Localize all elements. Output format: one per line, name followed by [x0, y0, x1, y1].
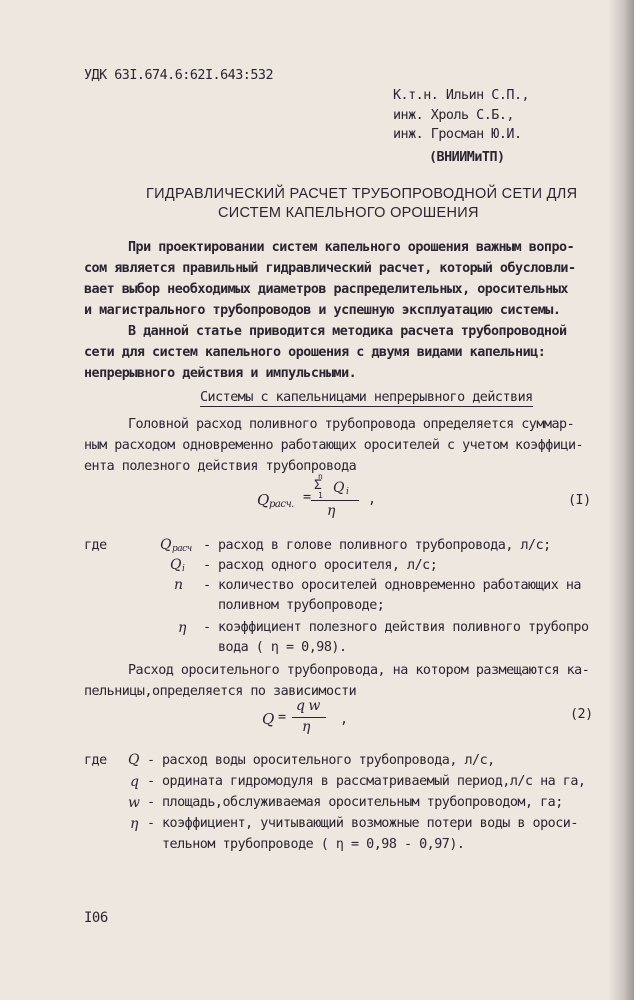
intro-line: В данной статье приводится методика расчета трубопроводной: [128, 324, 567, 339]
formula1-num: Q: [333, 480, 344, 496]
where1-dash: -: [203, 538, 211, 553]
where1-symbol: Q: [170, 557, 181, 573]
where2-text: расход воды оросительного трубопровода, л/с,: [162, 753, 495, 768]
where1-dash: -: [203, 620, 211, 635]
page-number: I06: [84, 910, 108, 926]
intro-line: вает выбор необходимых диаметров распределительных, оросительных: [84, 282, 568, 297]
where1-text: вода ( η = 0,98).: [218, 640, 347, 655]
where2-text: коэффициент, учитывающий возможные потери воды в ороси-: [162, 816, 578, 831]
where1-symbol-sub: расч: [172, 544, 192, 554]
where1-symbol-sub: i: [182, 564, 185, 574]
where1-text: расход одного оросителя, л/с;: [218, 558, 438, 573]
where2-symbol: q: [130, 774, 139, 790]
where1-text: поливном трубопроводе;: [218, 598, 385, 613]
where2-text: площадь,обслуживаемая оросительным трубопроводом, га;: [162, 795, 563, 810]
institute: (ВНИИМиТП): [429, 150, 505, 165]
where1-dash: -: [203, 578, 211, 593]
formula1-den: η: [327, 503, 335, 519]
para2-line: Расход оросительного трубопровода, на котором размещаются ка-: [128, 663, 590, 678]
formula2-lhs: Q: [262, 710, 274, 728]
where1-symbol: Q: [160, 537, 171, 553]
para1-line: ным расходом одновременно работающих оросителей с учетом коэффици-: [84, 438, 584, 453]
title-line-2: СИСТЕМ КАПЕЛЬНОГО ОРОШЕНИЯ: [218, 205, 479, 221]
formula2-den: η: [302, 719, 310, 735]
author-2: инж. Хроль С.Б.,: [393, 108, 514, 123]
para1-line: Головной расход поливного трубопровода определяется суммар-: [128, 417, 575, 432]
where2-dash: -: [147, 774, 155, 789]
where1-symbol: η: [178, 620, 186, 636]
formula1-lhs: Q: [257, 491, 269, 509]
formula1-sum: Σ: [314, 478, 322, 493]
where1-dash: -: [203, 558, 211, 573]
title-line-1: ГИДРАВЛИЧЕСКИЙ РАСЧЕТ ТРУБОПРОВОДНОЙ СЕТИ ДЛЯ: [146, 186, 578, 202]
formula1-tail: ,: [368, 492, 376, 507]
para1-line: ента полезного действия трубопровода: [84, 459, 357, 474]
section-heading: Системы с капельницами непрерывного действия: [200, 390, 533, 405]
formula1-lhs-sub: расч.: [269, 499, 294, 510]
where2-label: где: [84, 753, 107, 768]
where1-label: где: [84, 538, 107, 553]
where1-text: коэффициент полезного действия поливного трубопро: [218, 620, 589, 635]
where2-symbol: Q: [128, 752, 139, 768]
where2-dash: -: [147, 795, 155, 810]
where1-text: количество оросителей одновременно работающих на: [218, 578, 581, 593]
where2-symbol: η: [130, 816, 138, 832]
where2-text: тельном трубопроводе ( η = 0,98 - 0,97).: [162, 837, 465, 852]
formula2-number: (2): [570, 707, 593, 722]
formula1-sum-bottom: 1: [318, 491, 323, 500]
author-1: К.т.н. Ильин С.П.,: [393, 88, 530, 103]
formula2-tail: ,: [340, 712, 348, 727]
formula2-num: q w: [296, 698, 320, 714]
where1-symbol: n: [174, 577, 183, 593]
where2-dash: -: [147, 816, 155, 831]
intro-line: сети для систем капельного орошения с двумя видами капельниц:: [84, 345, 546, 360]
formula2-eq: =: [278, 710, 286, 725]
intro-line: При проектировании систем капельного орошения важным вопро-: [128, 240, 575, 255]
formula1-eq: =: [303, 490, 311, 505]
where2-text: ордината гидромодуля в рассматриваемый период,л/с на га,: [162, 774, 586, 789]
where2-symbol: w: [128, 795, 140, 811]
page-edge-shadow: [608, 0, 634, 1000]
intro-line: непрерывного действия и импульсными.: [84, 366, 357, 381]
formula1-number: (I): [568, 493, 591, 508]
formula1-sum-top: n: [318, 472, 323, 481]
formula1-fraction-bar: [311, 500, 359, 501]
where2-dash: -: [147, 753, 155, 768]
intro-line: и магистрального трубопроводов и успешную эксплуатацию системы.: [84, 303, 561, 318]
where1-text: расход в голове поливного трубопровода, л/с;: [218, 538, 551, 553]
intro-line: сом является правильный гидравлический расчет, который обусловли-: [84, 261, 576, 276]
udc-code: УДК 63I.674.6:62I.643:532: [84, 68, 274, 83]
formula1-num-sub: i: [346, 487, 349, 497]
para2-line: пельницы,определяется по зависимости: [84, 684, 357, 699]
author-3: инж. Гросман Ю.И.: [393, 127, 522, 142]
